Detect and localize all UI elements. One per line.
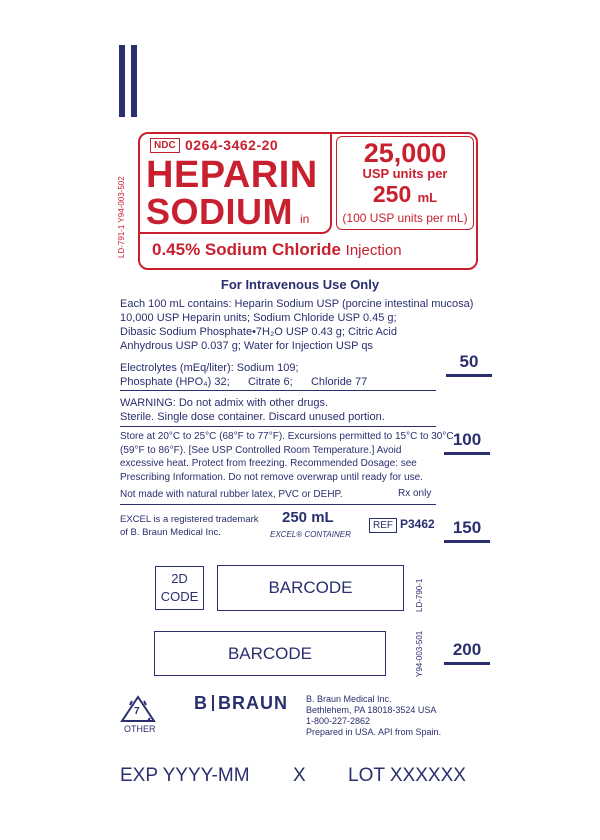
storage-line: excessive heat. Protect from freezing. Recommended Dosage: see	[120, 458, 417, 469]
divider	[120, 426, 436, 427]
company-line: Bethlehem, PA 18018-3524 USA	[306, 705, 437, 715]
latex-note: Not made with natural rubber latex, PVC or DEHP.	[120, 489, 343, 500]
drug-header-box	[138, 132, 478, 270]
contents-line: 10,000 USP Heparin units; Sodium Chloride USP 0.45 g;	[120, 312, 397, 324]
trademark-line: of B. Braun Medical Inc.	[120, 527, 221, 538]
ndc-label: NDC	[150, 138, 180, 153]
warning-line: WARNING: Do not admix with other drugs.	[120, 397, 329, 409]
electrolytes-line: Electrolytes (mEq/liter): Sodium 109;	[120, 362, 299, 374]
storage-block	[120, 430, 454, 484]
exp-lot-separator: X	[293, 765, 306, 786]
graduation-bar	[446, 374, 492, 377]
2d-code-label: 2D	[171, 571, 188, 586]
contents-line: Dibasic Sodium Phosphate•7H₂O USP 0.43 g; Citric Acid	[120, 326, 397, 338]
contents-line: Anhydrous USP 0.037 g; Water for Injection USP qs	[120, 340, 373, 352]
warning-block	[120, 396, 385, 424]
recycle-number: 7	[134, 706, 140, 717]
graduation-150: 150	[452, 518, 482, 537]
graduation-50: 50	[459, 352, 479, 371]
container-name: EXCEL® CONTAINER	[270, 530, 351, 539]
contents-block	[120, 297, 473, 353]
logo-b: B	[194, 693, 208, 713]
company-address	[306, 694, 441, 738]
divider	[120, 390, 436, 391]
graduation-bar	[444, 662, 490, 665]
in-word: in	[300, 212, 310, 226]
total-volume	[337, 181, 473, 211]
diluent-line	[152, 240, 402, 260]
storage-line: (59°F to 86°F). [See USP Controlled Room Temperature.] Avoid	[120, 444, 402, 456]
trademark-note	[120, 513, 259, 539]
units-per-label: USP units per	[362, 166, 448, 181]
units-per-ml: (100 USP units per mL)	[342, 211, 468, 225]
recycle-label: OTHER	[124, 724, 156, 734]
2d-code-label: CODE	[160, 589, 199, 604]
ndc-number: 0264-3462-20	[185, 137, 279, 153]
storage-line: Store at 20°C to 25°C (68°F to 77°F). Excursions permitted to 15°C to 30°C	[120, 431, 454, 442]
concentration-box	[336, 136, 474, 230]
barcode-top: BARCODE	[217, 565, 404, 611]
container-volume: 250 mL	[282, 509, 334, 526]
injection-word: Injection	[345, 242, 402, 259]
divider	[120, 504, 436, 505]
total-units: 25,000	[363, 138, 447, 168]
lot-number: LOT XXXXXX	[348, 765, 466, 786]
contents-line: Each 100 mL contains: Heparin Sodium USP (porcine intestinal mucosa)	[120, 298, 474, 310]
trademark-line: EXCEL is a registered trademark	[120, 514, 259, 525]
electrolytes-line: Phosphate (HPO₄) 32; Citrate 6; Chloride 77	[120, 376, 368, 388]
company-line: 1-800-227-2862	[306, 716, 371, 726]
logo-divider	[212, 695, 214, 711]
volume-unit: mL	[417, 190, 438, 205]
drug-name-line2: SODIUM	[146, 191, 293, 232]
warning-line: Sterile. Single dose container. Discard unused portion.	[120, 411, 385, 423]
iv-use-notice: For Intravenous Use Only	[220, 277, 380, 292]
company-line: Prepared in USA. API from Spain.	[306, 727, 442, 737]
volume-value: 250	[372, 181, 412, 207]
graduation-100: 100	[452, 430, 482, 449]
electrolytes-block	[120, 361, 367, 389]
barcode-bottom: BARCODE	[154, 631, 386, 676]
vertical-code-y94: Y94-003-501	[415, 630, 424, 677]
graduation-bar	[444, 452, 490, 455]
registration-bar-left	[119, 45, 125, 117]
vertical-code-ld: LD-790-1	[415, 578, 424, 612]
graduation-bar	[444, 540, 490, 543]
logo-name: BRAUN	[218, 693, 288, 713]
exp-date: EXP YYYY-MM	[120, 765, 250, 786]
braun-logo	[194, 693, 288, 714]
ref-label: REF	[369, 518, 397, 533]
drug-name-line1: HEPARIN	[146, 154, 318, 196]
storage-line: Prescribing Information. Do not remove overwrap until ready for use.	[120, 471, 423, 483]
ref-code: P3462	[400, 517, 435, 531]
company-line: B. Braun Medical Inc.	[306, 694, 392, 704]
graduation-200: 200	[452, 640, 482, 659]
registration-bar-right	[131, 45, 137, 117]
rx-only: Rx only	[398, 488, 432, 499]
diluent-name: 0.45% Sodium Chloride	[152, 240, 341, 259]
side-code: LD-791-1 Y94-003-502	[117, 176, 126, 258]
2d-code-box	[155, 566, 204, 610]
